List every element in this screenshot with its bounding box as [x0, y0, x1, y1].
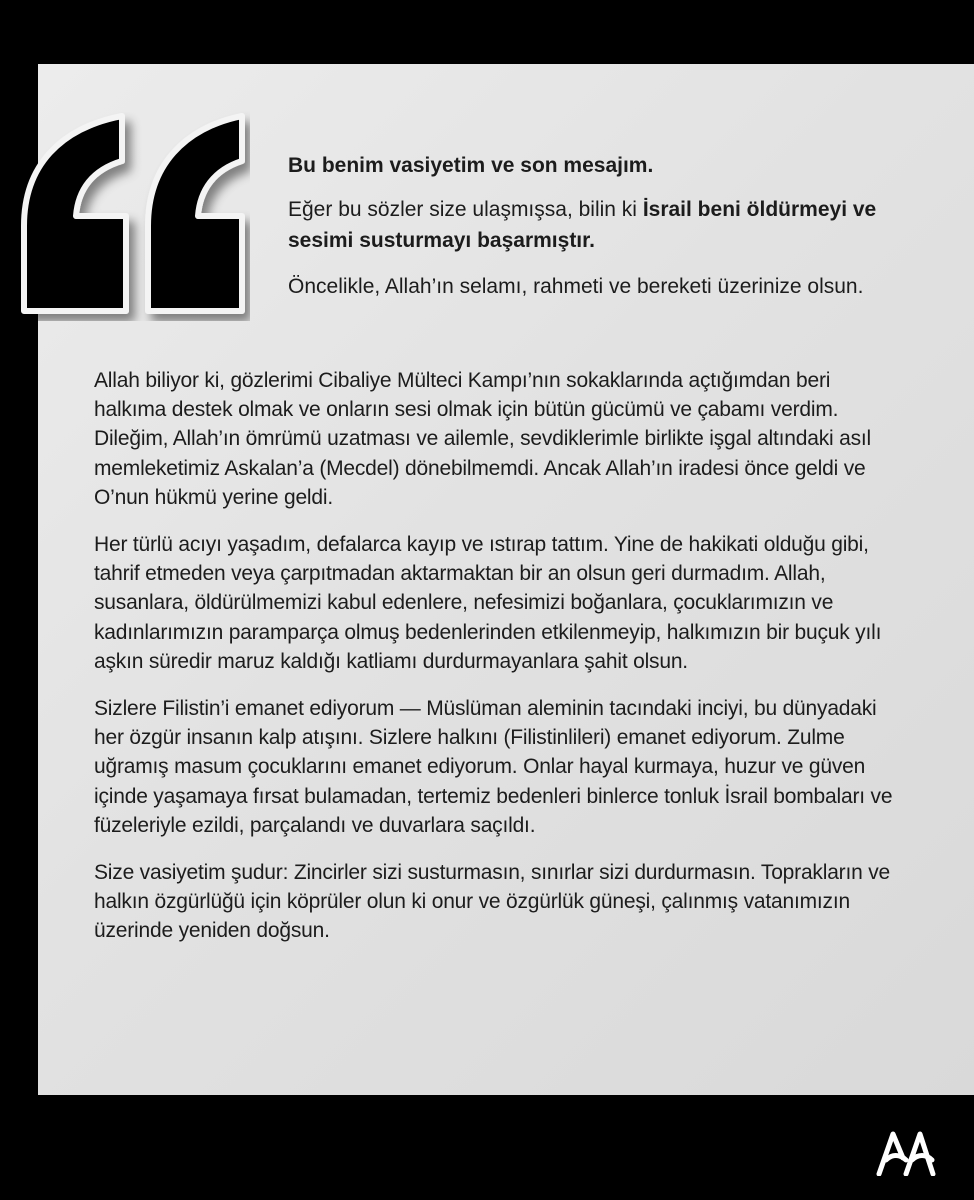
intro-warning-text: Eğer bu sözler size ulaşmışsa, bilin ki [288, 198, 643, 221]
intro-block [288, 150, 888, 317]
paragraph: Her türlü acıyı yaşadım, defalarca kayıp ve ıstırap tattım. Yine de hakikati olduğu gibi, tahrif etmeden veya çarpıtmadan aktarmaktan bir an olsun geri durmadım. Allah, susanlara, öldürülmemizi kabul edenlere, nefesimizi boğanlara, çocuklarımızın ve kadınlarımızın paramparça olmuş bedenlerinden etkilenmeyip, halkımızın bir buçuk yılı aşkın süredir maruz kaldığı katliamı durdurmayanlara şahit olsun. [94, 533, 882, 673]
paragraph: Allah biliyor ki, gözlerimi Cibaliye Mülteci Kampı’nın sokaklarında açtığımdan beri halkıma destek olmak ve onların sesi olmak için bütün gücümü ve çabamı verdim. Dileğim, Allah’ın ömrümü uzatması ve ailemle, sevdiklerimle birlikte işgal altındaki asıl memleketimiz Askalan’a (Mecdel) dönebilmemdi. Ancak Allah’ın iradesi önce geldi ve O’nun hükmü yerine geldi. [94, 369, 872, 509]
paragraph: Size vasiyetim şudur: Zincirler sizi susturmasın, sınırlar sizi durdurmasın. Toprakların ve halkın özgürlüğü için köprüler olun ki onur ve özgürlük güneşi, çalınmış vatanımızın üzerinde yeniden doğsun. [94, 861, 891, 943]
intro-warning [288, 194, 888, 256]
intro-lead: Bu benim vasiyetim ve son mesajım. [288, 154, 654, 177]
body-text [94, 366, 894, 964]
paragraph: Sizlere Filistin’i emanet ediyorum — Müslüman aleminin tacındaki inciyi, bu dünyadaki her özgür insanın kalp atışını. Sizlere halkını (Filistinlileri) emanet ediyorum. Zulme uğramış masum çocuklarını emanet ediyorum. Onlar hayal kurmaya, huzur ve güven içinde yaşamaya fırsat bulamadan, tertemiz bedenleri binlerce tonluk İsrail bombaları ve füzeleriyle ezildi, parçalandı ve duvarlara saçıldı. [94, 697, 893, 837]
intro-warning-bold: İsrail beni öldürmeyi ve sesimi susturmayı başarmıştır. [288, 198, 877, 252]
intro-greeting: Öncelikle, Allah’ın selamı, rahmeti ve bereketi üzerinize olsun. [288, 275, 864, 298]
aa-logo-icon [876, 1128, 936, 1176]
quotation-mark-icon [10, 106, 250, 321]
